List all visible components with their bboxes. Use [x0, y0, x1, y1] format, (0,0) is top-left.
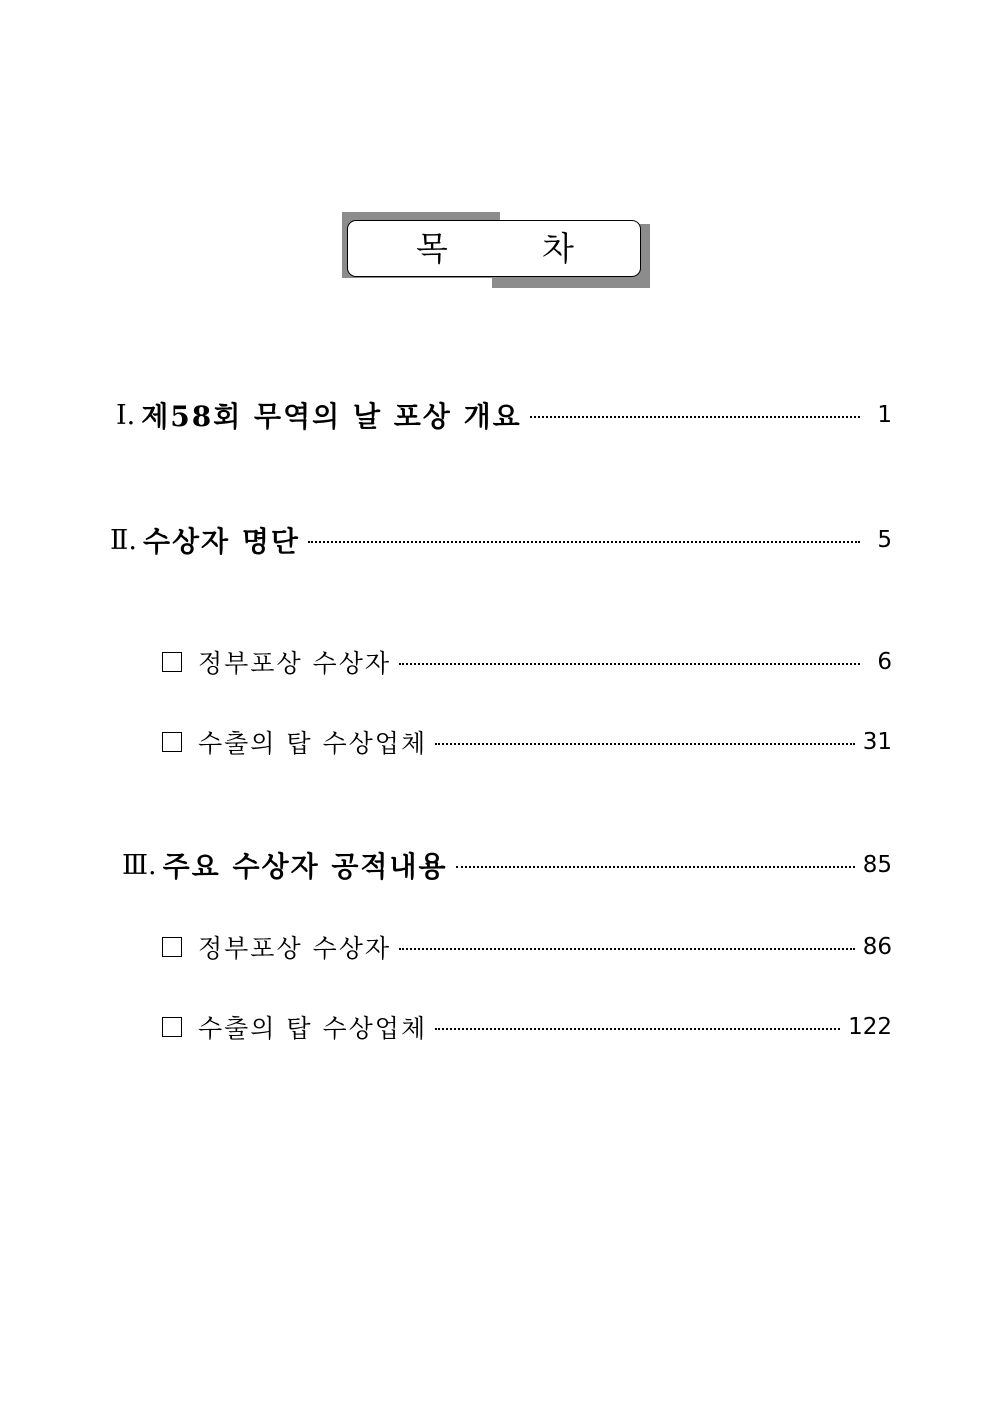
section-heading: 수상자 명단	[142, 525, 300, 558]
page-number: 122	[848, 1014, 892, 1040]
subsection-heading: 정부포상 수상자	[198, 649, 391, 678]
checkbox-square-icon	[162, 937, 182, 957]
toc-entry-section-3[interactable]	[122, 845, 892, 885]
page-number: 86	[862, 934, 892, 960]
section-heading: 제58회 무역의 날 포상 개요	[141, 400, 522, 433]
subsection-heading: 수출의 탑 수상업체	[198, 1014, 428, 1043]
dot-leader	[435, 1028, 840, 1030]
section-number: Ⅰ.	[116, 399, 136, 431]
subsection-heading: 정부포상 수상자	[198, 934, 391, 963]
page-number: 31	[862, 729, 892, 755]
toc-title-char-1: 목	[416, 229, 448, 268]
dot-leader	[456, 866, 855, 868]
toc-entry-section-2-sub-2[interactable]	[162, 722, 892, 762]
toc-entry-section-1[interactable]	[116, 395, 892, 435]
dot-leader	[435, 743, 855, 745]
toc-entry-section-3-sub-2[interactable]	[162, 1007, 892, 1047]
toc-entry-section-3-sub-1[interactable]	[162, 927, 892, 967]
toc-entry-section-2[interactable]	[110, 520, 892, 560]
dot-leader	[308, 541, 860, 543]
section-heading: 주요 수상자 공적내용	[162, 850, 448, 883]
dot-leader	[530, 416, 860, 418]
toc-title-char-2: 차	[542, 229, 574, 268]
toc-title-box	[347, 220, 641, 277]
toc-title-frame	[342, 212, 650, 288]
dot-leader	[399, 948, 855, 950]
section-number: Ⅲ.	[122, 849, 157, 881]
checkbox-square-icon	[162, 732, 182, 752]
page-number: 5	[877, 527, 892, 553]
page-number: 1	[877, 402, 892, 428]
dot-leader	[399, 663, 860, 665]
subsection-heading: 수출의 탑 수상업체	[198, 729, 428, 758]
toc-entry-section-2-sub-1[interactable]	[162, 642, 892, 682]
page-number: 85	[862, 852, 892, 878]
page-number: 6	[877, 649, 892, 675]
checkbox-square-icon	[162, 652, 182, 672]
section-number: Ⅱ.	[110, 524, 137, 556]
checkbox-square-icon	[162, 1017, 182, 1037]
